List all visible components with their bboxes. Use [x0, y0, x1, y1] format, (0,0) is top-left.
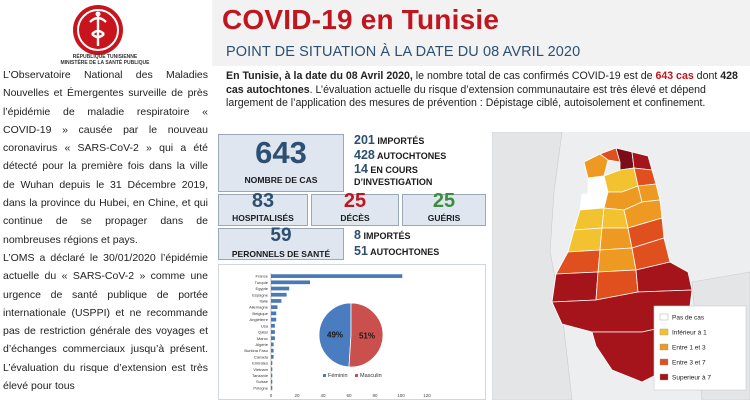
legend-swatch — [660, 344, 668, 350]
bar-x-tick: 60 — [346, 393, 352, 398]
left-column-text — [3, 66, 208, 400]
total-cases-value: 643 — [255, 135, 307, 170]
bar-x-tick: 120 — [423, 393, 431, 398]
imported-cases — [354, 133, 424, 147]
total-cases-label: NOMBRE DE CAS — [244, 175, 318, 185]
bar-category-label: Maroc — [256, 335, 268, 341]
legend-label: Entre 1 et 3 — [672, 344, 706, 352]
map-region — [600, 228, 632, 250]
bar-x-tick: 20 — [294, 393, 300, 398]
legend-swatch — [660, 329, 668, 335]
bar-category-label: Usa — [260, 323, 268, 329]
bar-category-label: Burkina Faso — [244, 348, 268, 354]
bar-mark — [271, 367, 272, 371]
bar-category-label: Pologne — [253, 385, 268, 391]
bar-x-tick: 80 — [372, 393, 378, 398]
bar-category-label: Italie — [259, 298, 268, 304]
legend-swatch — [660, 314, 668, 320]
health-staff-value: 59 — [270, 225, 292, 246]
bar-mark — [271, 299, 281, 303]
tunisia-map — [492, 132, 750, 400]
bar-category-label: Canada — [253, 354, 268, 360]
page-subtitle: POINT DE SITUATION À LA DATE DU 08 AVRIL 2020 — [226, 44, 581, 60]
imported-cases-value: 201 — [354, 133, 375, 147]
map-region — [552, 272, 598, 302]
republic-label: RÉPUBLIQUE TUNISIENNE — [72, 54, 138, 60]
bar-mark — [271, 293, 287, 297]
map-panel — [492, 132, 750, 400]
bar-category-label: Allemagne — [249, 304, 268, 310]
staff-imported — [354, 228, 410, 242]
bar-mark — [271, 386, 272, 390]
pie-value-masculin: 51% — [358, 331, 375, 341]
bar-mark — [271, 374, 272, 378]
legend-swatch — [660, 359, 668, 365]
bar-category-label: Belgique — [252, 310, 268, 316]
pie-legend-masculin: Masculin — [360, 373, 382, 379]
staff-imported-label: IMPORTÉS — [363, 231, 411, 241]
bar-x-tick: 0 — [269, 393, 273, 398]
bar-mark — [271, 287, 289, 291]
pie-legend-swatch-feminin — [323, 374, 326, 377]
hospitalized-value: 83 — [251, 190, 275, 212]
legend-label: Inférieur à 1 — [672, 329, 707, 337]
staff-local-value: 51 — [354, 244, 368, 258]
bar-mark — [271, 349, 274, 353]
summary-total-cases: 643 cas — [655, 70, 694, 82]
bar-mark — [271, 324, 275, 328]
bar-category-label: Emirates — [252, 360, 268, 366]
bar-mark — [271, 318, 276, 322]
local-cases-label: AUTOCHTONES — [377, 151, 447, 161]
recovered-value: 25 — [432, 190, 456, 212]
staff-local-label: AUTOCHTONES — [370, 247, 440, 257]
investigation-cases — [354, 163, 432, 188]
page-title: COVID-19 en Tunisie — [222, 4, 500, 35]
summary-text-3: . L’évaluation actuelle du risque d’extension communautaire est très élevé et dépend largement de l’application des mesures de prévention : Dépistage ciblé, autoisolement et confinement. — [226, 83, 706, 109]
bar-mark — [271, 280, 310, 284]
charts-panel — [218, 264, 486, 400]
bar-category-label: Suisse — [255, 379, 268, 385]
map-region — [598, 248, 636, 272]
recovered-label: GUÉRIS — [427, 213, 461, 223]
investigation-cases-label-1: EN COURS — [370, 165, 418, 175]
charts-svg — [219, 265, 485, 399]
bar-category-label: Tanzanie — [251, 373, 268, 379]
pie-legend-swatch-masculin — [355, 374, 358, 377]
bar-category-label: France — [255, 273, 268, 279]
bar-mark — [271, 274, 402, 278]
bar-mark — [271, 355, 274, 359]
situation-summary — [226, 70, 744, 111]
bar-category-label: Qatar — [257, 329, 268, 335]
bar-category-label: Algérie — [255, 341, 268, 347]
bar-mark — [271, 330, 275, 334]
bar-category-label: Espagne — [252, 292, 268, 298]
bar-mark — [271, 312, 276, 316]
ministry-logo — [72, 4, 124, 56]
bar-mark — [271, 361, 272, 365]
legend-label: Pas de cas — [672, 314, 705, 322]
intro-paragraph-onmne: L’Observatoire National des Maladies Nouvelles et Émergentes surveille de près l’épidémie de maladie respiratoire « COVID-19 » causée par le nouveau coronavirus « SARS-CoV-2 » qui a été détecté pour la première fois dans la ville de Wuhan depuis le 31 Décembre 2019, dans la province du Hubei, en Chine, et qui continue de se propager dans de nombreuses régions et pays. — [3, 69, 208, 246]
bar-category-label: Vietnam — [253, 366, 268, 372]
investigation-cases-label-2: D’INVESTIGATION — [354, 177, 433, 187]
deaths-value: 25 — [343, 190, 367, 212]
bar-mark — [271, 305, 278, 309]
bar-mark — [271, 336, 275, 340]
hospitalized-label: HOSPITALISÉS — [232, 213, 294, 223]
imported-cases-label: IMPORTÉS — [377, 136, 425, 146]
local-cases — [354, 148, 446, 162]
bar-category-label: Turquie — [254, 279, 268, 285]
intro-paragraph-oms: L’OMS a déclaré le 30/01/2020 l’épidémie actuelle du « SARS-CoV-2 » comme une urgence de santé publique de portée internationale (USPPI) et ne recommande pas de restriction générale des voyages et d’échanges commerciaux jusqu’à présent. L’évaluation du risque d’extension est très élevé pour tous — [3, 251, 208, 393]
ministry-label: MINISTÈRE DE LA SANTÉ PUBLIQUE — [60, 60, 150, 66]
pie-value-feminin: 49% — [327, 330, 344, 340]
summary-text-2: dont — [693, 70, 721, 82]
summary-date: En Tunisie, à la date du 08 Avril 2020, — [226, 70, 413, 82]
ministry-name — [30, 54, 180, 66]
summary-local-cases: 428 cas autochtones — [226, 70, 738, 96]
map-legend — [654, 306, 746, 390]
bar-mark — [271, 380, 272, 384]
bar-mark — [271, 343, 274, 347]
legend-swatch — [660, 374, 668, 380]
health-staff-label: PERONNELS DE SANTÉ — [231, 249, 331, 259]
investigation-cases-value: 14 — [354, 162, 368, 176]
bar-category-label: Angleterre — [249, 317, 268, 323]
map-region — [638, 184, 660, 202]
bar-category-label: Egypte — [255, 286, 268, 292]
staff-local — [354, 244, 439, 258]
legend-label: Superieur à 7 — [672, 374, 712, 382]
bar-x-tick: 100 — [397, 393, 405, 398]
pie-legend-feminin: Féminin — [328, 373, 348, 379]
staff-imported-value: 8 — [354, 228, 361, 242]
local-cases-value: 428 — [354, 148, 375, 162]
summary-text-1: le nombre total de cas confirmés COVID-19 est de — [412, 70, 656, 82]
bar-x-tick: 40 — [320, 393, 326, 398]
deaths-label: DÉCÈS — [340, 213, 370, 223]
legend-label: Entre 3 et 7 — [672, 359, 706, 367]
